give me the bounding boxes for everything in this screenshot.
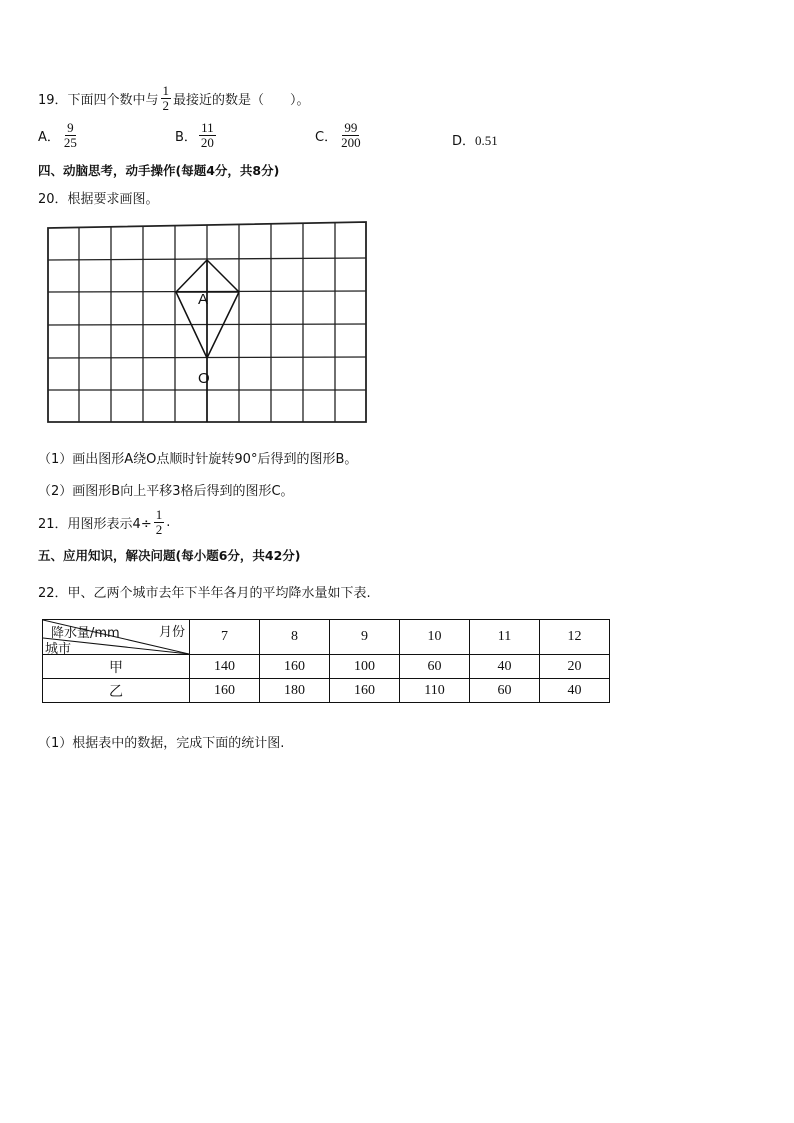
table-cell: 40 xyxy=(470,655,540,679)
month-header: 9 xyxy=(330,620,400,655)
label-o: O xyxy=(198,370,210,387)
corner-label-month: 月份 xyxy=(158,625,185,640)
q20-subquestion-1: （1）画出图形A绕O点顺时针旋转90°后得到的图形B。 xyxy=(38,452,358,467)
corner-label-rainfall: 降水量/mm xyxy=(51,626,120,641)
q20-title: 20．根据要求画图。 xyxy=(38,192,159,207)
table-cell: 110 xyxy=(400,679,470,703)
frac-numerator: 9 xyxy=(67,120,74,135)
label-a: A xyxy=(198,291,209,308)
frac-denominator: 200 xyxy=(341,135,361,150)
city-cell: 乙 xyxy=(43,679,190,703)
table-cell: 160 xyxy=(330,679,400,703)
q19-option-b xyxy=(175,121,218,150)
month-header: 11 xyxy=(470,620,540,655)
option-letter: D． xyxy=(452,134,476,149)
table-cell: 60 xyxy=(400,655,470,679)
table-cell: 160 xyxy=(190,679,260,703)
rainfall-table xyxy=(42,619,610,703)
q20-subquestion-2: （2）画图形B向上平移3格后得到的图形C。 xyxy=(38,484,294,499)
month-header: 10 xyxy=(400,620,470,655)
month-header: 8 xyxy=(260,620,330,655)
table-cell: 40 xyxy=(540,679,610,703)
frac-denominator: 2 xyxy=(155,521,163,537)
corner-label-city: 城市 xyxy=(45,642,72,657)
question-21 xyxy=(38,506,170,538)
month-header: 12 xyxy=(540,620,610,655)
frac-numerator: 99 xyxy=(344,120,358,135)
q19-option-a xyxy=(38,121,81,150)
table-row xyxy=(43,679,610,703)
frac-numerator: 1 xyxy=(162,82,170,98)
frac-numerator: 11 xyxy=(201,120,214,135)
frac-denominator: 25 xyxy=(63,135,77,150)
q19-fraction xyxy=(161,84,172,113)
frac-denominator: 2 xyxy=(162,97,170,113)
table-corner-cell xyxy=(43,620,190,655)
table-cell: 20 xyxy=(540,655,610,679)
question-19 xyxy=(38,82,310,114)
section-5-heading: 五、应用知识，解决问题(每小题6分，共42分) xyxy=(38,548,301,563)
table-row xyxy=(43,655,610,679)
table-cell: 140 xyxy=(190,655,260,679)
month-header: 7 xyxy=(190,620,260,655)
q19-option-d xyxy=(452,130,498,149)
option-fraction xyxy=(199,121,216,150)
option-letter: A． xyxy=(38,130,60,145)
table-cell: 180 xyxy=(260,679,330,703)
q21-suffix: . xyxy=(166,514,171,530)
frac-numerator: 1 xyxy=(155,506,163,522)
option-fraction xyxy=(339,121,363,150)
q19-prefix: 19．下面四个数中与 xyxy=(38,92,159,108)
option-letter: B． xyxy=(175,130,197,145)
q22-title: 22．甲、乙两个城市去年下半年各月的平均降水量如下表. xyxy=(38,586,371,601)
city-cell: 甲 xyxy=(43,655,190,679)
q19-suffix: 最接近的数是（ ）。 xyxy=(173,92,310,108)
q22-subquestion-1: （1）根据表中的数据，完成下面的统计图. xyxy=(38,736,285,751)
q21-prefix: 21．用图形表示4÷ xyxy=(38,516,152,532)
section-4-heading: 四、动脑思考，动手操作(每题4分，共8分) xyxy=(38,163,280,178)
figure-a-kite xyxy=(176,260,239,422)
option-fraction xyxy=(62,121,79,150)
q20-grid-figure xyxy=(46,220,370,426)
q21-fraction xyxy=(154,508,165,537)
q19-option-c xyxy=(315,121,365,150)
table-header-row xyxy=(43,620,610,655)
frac-denominator: 20 xyxy=(200,135,214,150)
table-cell: 60 xyxy=(470,679,540,703)
grid-drawing xyxy=(46,220,370,426)
table-cell: 100 xyxy=(330,655,400,679)
table-cell: 160 xyxy=(260,655,330,679)
option-letter: C． xyxy=(315,130,338,145)
option-value: 0.51 xyxy=(475,133,498,148)
